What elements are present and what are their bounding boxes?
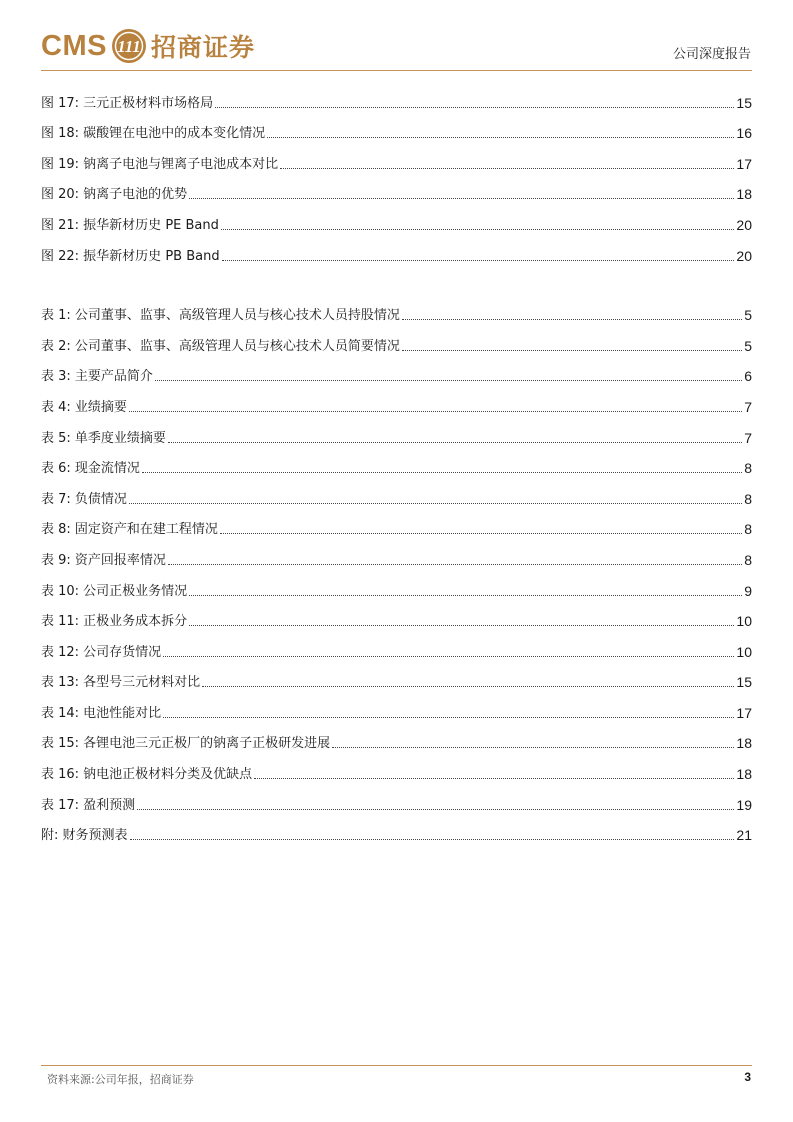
- dot-leader: [189, 594, 742, 596]
- toc-entry-label: 表 9: 资产回报率情况: [41, 552, 166, 568]
- toc-entry-label: 表 5: 单季度业绩摘要: [41, 430, 166, 446]
- toc-entry[interactable]: [41, 513, 752, 544]
- dot-leader: [220, 532, 742, 534]
- cms-logo: [41, 27, 255, 65]
- toc-entry[interactable]: [41, 299, 752, 330]
- toc-entry-page: 21: [736, 827, 752, 844]
- dot-leader: [168, 441, 742, 443]
- toc-entry-page: 17: [736, 155, 752, 172]
- toc-entry-label: 表 7: 负债情况: [41, 491, 127, 507]
- dot-leader: [163, 655, 734, 657]
- footer-divider: [41, 1065, 752, 1066]
- toc-entry-page: 20: [736, 216, 752, 233]
- dot-leader: [254, 777, 734, 779]
- toc-entry-label: 表 15: 各锂电池三元正极厂的钠离子正极研发进展: [41, 736, 331, 752]
- toc-entry[interactable]: [41, 360, 752, 391]
- toc-entry-page: 5: [744, 307, 752, 324]
- toc-entry-label: 图 22: 振华新材历史 PB Band: [41, 248, 220, 264]
- toc-entry-label: 表 17: 盈利预测: [41, 797, 136, 813]
- toc-entry[interactable]: [41, 819, 752, 850]
- dot-leader: [332, 746, 734, 748]
- toc-entry-page: 10: [736, 613, 752, 630]
- toc-entry-label: 表 1: 公司董事、监事、高级管理人员与核心技术人员持股情况: [41, 308, 400, 324]
- toc-entry-page: 10: [736, 643, 752, 660]
- dot-leader: [163, 716, 734, 718]
- report-type: 公司深度报告: [672, 47, 751, 62]
- toc-entry[interactable]: [41, 757, 752, 788]
- logo-emblem-icon: [110, 27, 148, 65]
- toc-entry-page: 5: [744, 337, 752, 354]
- toc-entry[interactable]: [41, 543, 752, 574]
- toc-entry-label: 表 14: 电池性能对比: [41, 705, 162, 721]
- toc-entry-page: 9: [744, 582, 752, 599]
- dot-leader: [202, 685, 734, 687]
- dot-leader: [155, 379, 742, 381]
- dot-leader: [168, 563, 742, 565]
- toc-entry-page: 8: [744, 521, 752, 538]
- toc-entry-label: 表 6: 现金流情况: [41, 461, 140, 477]
- toc-entry[interactable]: [41, 117, 752, 148]
- toc-entry-page: 18: [736, 186, 752, 203]
- toc-entry-label: 表 12: 公司存货情况: [41, 644, 162, 660]
- dot-leader: [137, 808, 734, 810]
- toc-entry[interactable]: [41, 696, 752, 727]
- toc-entry-page: 17: [736, 704, 752, 721]
- toc-entry-label: 表 13: 各型号三元材料对比: [41, 675, 201, 691]
- dot-leader: [129, 502, 742, 504]
- dot-leader: [142, 471, 742, 473]
- toc-entry[interactable]: [41, 452, 752, 483]
- toc-entry-label: 表 3: 主要产品简介: [41, 369, 153, 385]
- dot-leader: [402, 349, 742, 351]
- dot-leader: [189, 624, 734, 626]
- toc-entry-page: 18: [736, 766, 752, 783]
- toc-entry[interactable]: [41, 239, 752, 270]
- toc-entry[interactable]: [41, 635, 752, 666]
- dot-leader: [221, 228, 735, 230]
- toc-entry[interactable]: [41, 605, 752, 636]
- footer-source: 资料来源:公司年报，招商证券: [47, 1073, 194, 1086]
- toc-entry-label: 表 2: 公司董事、监事、高级管理人员与核心技术人员简要情况: [41, 338, 400, 354]
- toc-entry-page: 6: [744, 368, 752, 385]
- toc-entry-label: 图 18: 碳酸锂在电池中的成本变化情况: [41, 126, 266, 142]
- toc-entry-page: 8: [744, 460, 752, 477]
- toc-entry-page: 7: [744, 429, 752, 446]
- toc-entry[interactable]: [41, 178, 752, 209]
- toc-entry[interactable]: [41, 421, 752, 452]
- toc-entry[interactable]: [41, 574, 752, 605]
- dot-leader: [215, 106, 734, 108]
- dot-leader: [267, 136, 734, 138]
- toc-entry-label: 附: 财务预测表: [41, 828, 128, 844]
- toc-entry-label: 图 21: 振华新材历史 PE Band: [41, 217, 219, 233]
- toc-entry-label: 图 17: 三元正极材料市场格局: [41, 95, 214, 111]
- dot-leader: [280, 167, 734, 169]
- toc-entry-label: 表 10: 公司正极业务情况: [41, 583, 188, 599]
- dot-leader: [222, 259, 735, 261]
- page-number: 3: [744, 1070, 751, 1084]
- toc-entry-page: 8: [744, 490, 752, 507]
- dot-leader: [130, 838, 735, 840]
- toc-entry-label: 表 4: 业绩摘要: [41, 399, 127, 415]
- toc-entry[interactable]: [41, 147, 752, 178]
- dot-leader: [402, 318, 742, 320]
- page-header: [0, 0, 793, 72]
- toc-entry-page: 20: [736, 247, 752, 264]
- header-divider: [41, 70, 752, 71]
- toc-entry-page: 16: [736, 125, 752, 142]
- toc-entry[interactable]: [41, 482, 752, 513]
- toc-entry-page: 15: [736, 674, 752, 691]
- toc-entry-label: 图 20: 钠离子电池的优势: [41, 187, 188, 203]
- figure-list: [41, 86, 752, 270]
- toc-entry[interactable]: [41, 86, 752, 117]
- toc-entry-label: 表 8: 固定资产和在建工程情况: [41, 522, 218, 538]
- toc-entry[interactable]: [41, 329, 752, 360]
- toc-entry-page: 18: [736, 735, 752, 752]
- toc-entry-label: 表 16: 钠电池正极材料分类及优缺点: [41, 767, 253, 783]
- toc-entry-page: 8: [744, 551, 752, 568]
- dot-leader: [129, 410, 742, 412]
- toc-entry[interactable]: [41, 390, 752, 421]
- toc-entry-label: 表 11: 正极业务成本拆分: [41, 614, 188, 630]
- toc-entry[interactable]: [41, 666, 752, 697]
- toc-entry-page: 19: [736, 796, 752, 813]
- svg-text:111: 111: [117, 37, 141, 56]
- toc-entry-page: 15: [736, 94, 752, 111]
- table-of-contents: [41, 86, 752, 849]
- toc-entry[interactable]: [41, 788, 752, 819]
- toc-entry-label: 图 19: 钠离子电池与锂离子电池成本对比: [41, 156, 279, 172]
- logo-text: CMS: [41, 29, 107, 62]
- group-spacer: [41, 270, 752, 299]
- table-list: [41, 299, 752, 850]
- toc-entry[interactable]: [41, 727, 752, 758]
- dot-leader: [189, 197, 734, 199]
- toc-entry-page: 7: [744, 398, 752, 415]
- toc-entry[interactable]: [41, 208, 752, 239]
- logo-chinese-name: 招商证券: [150, 33, 255, 62]
